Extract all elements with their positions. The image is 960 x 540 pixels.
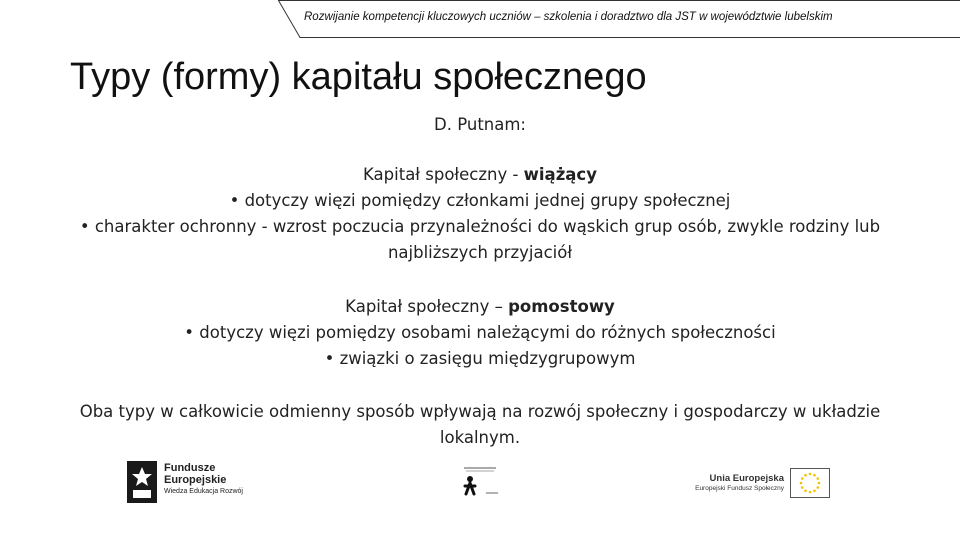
- eu-logo-line-2: Europejski Fundusz Społeczny: [695, 485, 784, 492]
- bridging-heading: [0, 294, 960, 320]
- bridging-bullet-1: • dotyczy więzi pomiędzy osobami należącymi do różnych społeczności: [0, 320, 960, 346]
- eu-logo-line-1: Unia Europejska: [709, 473, 784, 484]
- bonding-bullet-1: • dotyczy więzi pomiędzy członkami jednej grupy społecznej: [0, 188, 960, 214]
- bonding-block: [0, 162, 960, 266]
- bonding-heading: [0, 162, 960, 188]
- author-line: [0, 112, 960, 138]
- fundusze-europejskie-logo: [127, 460, 267, 504]
- fe-logo-line-2: Europejskie: [164, 474, 227, 486]
- eu-star: [809, 473, 812, 476]
- eu-star: [816, 486, 819, 489]
- bridging-heading-prefix: Kapitał społeczny –: [345, 297, 509, 316]
- eu-star: [813, 489, 816, 492]
- conclusion-line-2: lokalnym.: [439, 428, 521, 447]
- partner-figure-icon: [458, 464, 502, 498]
- fe-star-emblem-icon: [127, 461, 157, 503]
- eu-star: [809, 491, 812, 494]
- fe-logo-line-1: Fundusze: [164, 462, 216, 474]
- bonding-bullet-2: • charakter ochronny - wzrost poczucia przynależności do wąskich grup osób, zwykle rodziny lub: [0, 214, 960, 240]
- bridging-bullet-2: • związki o zasięgu międzygrupowym: [0, 346, 960, 372]
- eu-star: [818, 482, 821, 485]
- bonding-heading-prefix: Kapitał społeczny -: [363, 165, 524, 184]
- eu-flag-icon: [790, 468, 830, 498]
- conclusion-block: [0, 399, 960, 451]
- page-title: Typy (formy) kapitału społecznego: [70, 56, 647, 98]
- fe-logo-line-3: Wiedza Edukacja Rozwój: [164, 488, 243, 495]
- bonding-bullet-2-continuation: najbliższych przyjaciół: [387, 243, 573, 262]
- author: D. Putnam:: [434, 115, 526, 134]
- bonding-heading-bold: wiążący: [523, 165, 597, 184]
- banner-text: Rozwijanie kompetencji kluczowych uczniów – szkolenia i doradztwo dla JST w województwie lubelskim: [304, 11, 833, 23]
- unia-europejska-logo: [686, 467, 832, 501]
- eu-star: [804, 489, 807, 492]
- center-partner-logo: [458, 464, 502, 498]
- header-banner: [278, 0, 960, 38]
- eu-star: [813, 474, 816, 477]
- eu-star: [801, 486, 804, 489]
- eu-star: [816, 477, 819, 480]
- eu-star: [804, 474, 807, 477]
- eu-star: [800, 482, 803, 485]
- eu-star: [801, 477, 804, 480]
- conclusion-line-1: Oba typy w całkowicie odmienny sposób wpływają na rozwój społeczny i gospodarczy w układzie: [79, 402, 881, 421]
- bridging-heading-bold: pomostowy: [508, 297, 615, 316]
- bridging-block: [0, 294, 960, 372]
